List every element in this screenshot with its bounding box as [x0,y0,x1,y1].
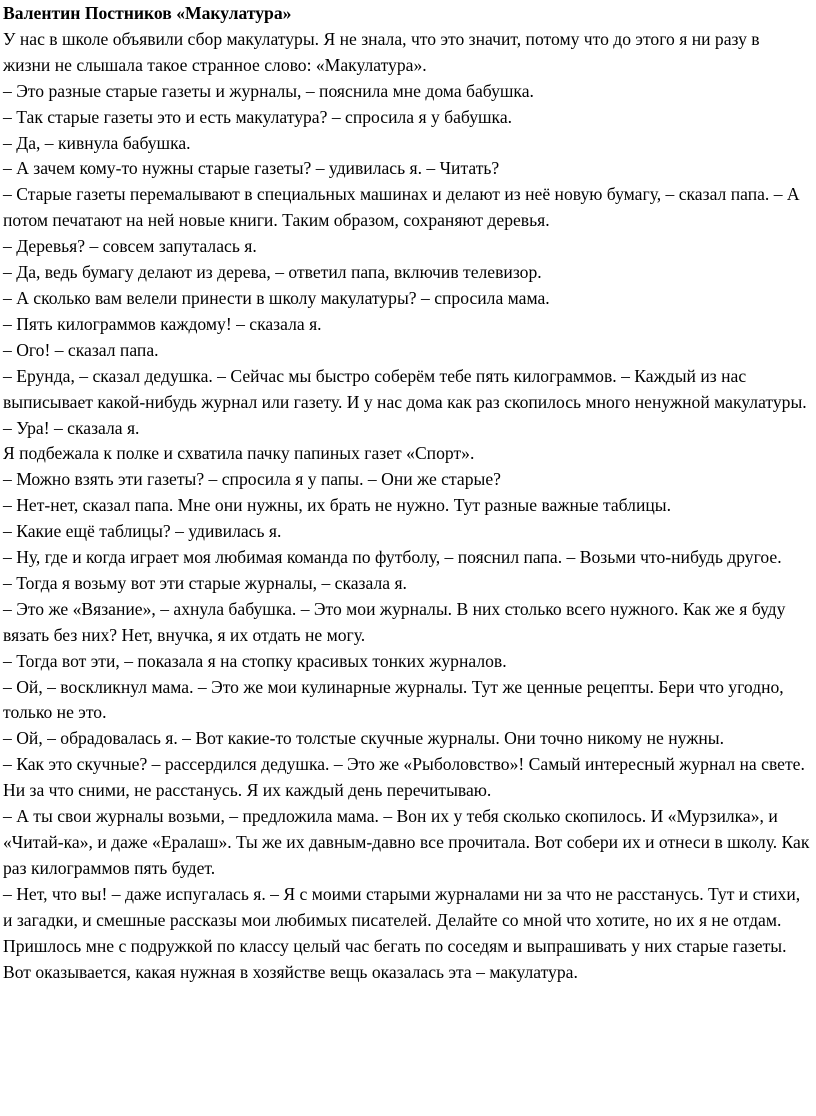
paragraph-1: У нас в школе объявили сбор макулатуры. Я не знала, что это значит, потому что до этого я ни разу в жизни не слышала такое странное слово: «Макулатура». [3,28,760,75]
paragraph-27: Пришлось мне с подружкой по классу целый час бегать по соседям и выпрашивать у них старые газеты. [3,935,787,956]
paragraph-20: – Это же «Вязание», – ахнула бабушка. – Это мои журналы. В них столько всего нужного. Как же я буду вязать без них? Нет, внучка, я их отдать не могу. [3,598,786,645]
paragraph-8: – Да, ведь бумагу делают из дерева, – ответил папа, включив телевизор. [3,262,542,283]
paragraph-19: – Тогда я возьму вот эти старые журналы, – сказала я. [3,572,407,593]
paragraph-16: – Нет-нет, сказал папа. Мне они нужны, их брать не нужно. Тут разные важные таблицы. [3,495,671,516]
paragraph-22: – Ой, – воскликнул мама. – Это же мои кулинарные журналы. Тут же ценные рецепты. Бери что угодно, только не это. [3,676,784,723]
paragraph-23: – Ой, – обрадовалась я. – Вот какие-то толстые скучные журналы. Они точно никому не нужны. [3,728,725,749]
paragraph-28: Вот оказывается, какая нужная в хозяйстве вещь оказалась эта – макулатура. [3,961,578,982]
paragraph-9: – А сколько вам велели принести в школу макулатуры? – спросила мама. [3,287,550,308]
paragraph-17: – Какие ещё таблицы? – удивилась я. [3,521,282,542]
paragraph-6: – Старые газеты перемалывают в специальных машинах и делают из неё новую бумагу, – сказал папа. – А потом печатают на ней новые книги. Таким образом, сохраняют деревья. [3,184,800,231]
paragraph-4: – Да, – кивнула бабушка. [3,132,191,153]
paragraph-13: – Ура! – сказала я. [3,417,140,438]
paragraph-15: – Можно взять эти газеты? – спросила я у папы. – Они же старые? [3,469,501,490]
paragraph-21: – Тогда вот эти, – показала я на стопку красивых тонких журналов. [3,650,507,671]
paragraph-24: – Как это скучные? – рассердился дедушка. – Это же «Рыболовство»! Самый интересный журнал на свете. Ни за что сними, не расстанусь. Я их каждый день перечитываю. [3,754,805,801]
paragraph-5: – А зачем кому-то нужны старые газеты? – удивилась я. – Читать? [3,158,500,179]
paragraph-12: – Ерунда, – сказал дедушка. – Сейчас мы быстро соберём тебе пять килограммов. – Каждый из нас выписывает какой-нибудь журнал или газету. И у нас дома как раз скопилось много ненужной макулатуры. [3,365,807,412]
paragraph-2: – Это разные старые газеты и журналы, – пояснила мне дома бабушка. [3,80,534,101]
paragraph-11: – Ого! – сказал папа. [3,339,159,360]
story-title: Валентин Постников «Макулатура» [3,3,292,23]
paragraph-18: – Ну, где и когда играет моя любимая команда по футболу, – пояснил папа. – Возьми что-нибудь другое. [3,547,782,568]
paragraph-3: – Так старые газеты это и есть макулатура? – спросила я у бабушка. [3,106,513,127]
paragraph-25: – А ты свои журналы возьми, – предложила мама. – Вон их у тебя сколько скопилось. И «Мурзилка», и «Читай-ка», и даже «Ералаш». Ты же их давным-давно все прочитала. Вот собери их и отнеси в школу. Как раз килограммов пять будет. [3,806,810,878]
paragraph-26: – Нет, что вы! – даже испугалась я. – Я с моими старыми журналами ни за что не расстанусь. Тут и стихи, и загадки, и смешные рассказы мои любимых писателей. Делайте со мной что хотите, но их я не отдам. [3,883,801,930]
paragraph-10: – Пять килограммов каждому! – сказала я. [3,313,322,334]
paragraph-7: – Деревья? – совсем запуталась я. [3,236,257,257]
paragraph-14: Я подбежала к полке и схватила пачку папиных газет «Спорт». [3,443,475,464]
